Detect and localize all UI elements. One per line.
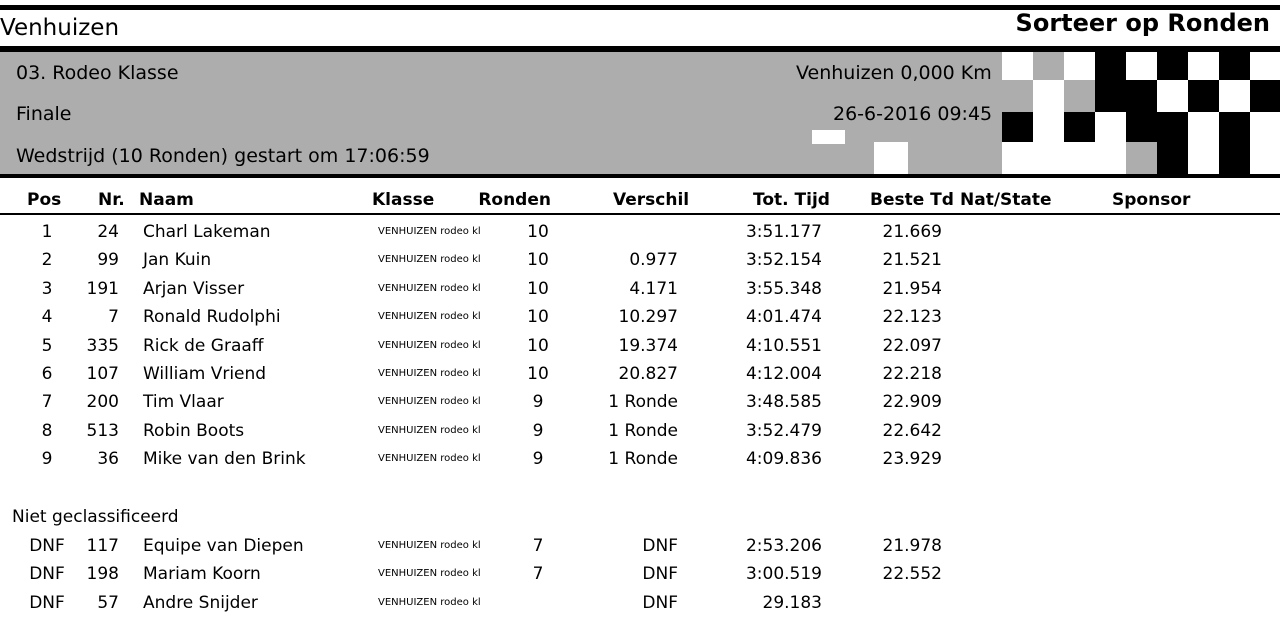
- stage-name: Finale: [16, 103, 72, 125]
- col-ronden: Ronden: [478, 190, 551, 210]
- cell-tot-tijd: 4:01.474: [745, 307, 822, 328]
- table-row: [0, 332, 1280, 360]
- cell-nr: 198: [86, 564, 119, 585]
- cell-nr: 200: [86, 392, 119, 413]
- table-row: [0, 532, 1280, 560]
- cell-naam: William Vriend: [143, 364, 267, 384]
- cell-tot-tijd: 3:48.585: [745, 392, 822, 413]
- cell-verschil: 10.297: [618, 307, 678, 328]
- cell-naam: Tim Vlaar: [143, 392, 224, 413]
- cell-beste-td: 22.123: [882, 307, 942, 328]
- cell-tot-tijd: 2:53.206: [745, 536, 822, 556]
- cell-pos: 5: [41, 335, 53, 356]
- cell-tot-tijd: 4:12.004: [745, 364, 822, 384]
- col-nat-state: Nat/State: [960, 190, 1052, 210]
- col-sponsor: Sponsor: [1112, 190, 1191, 210]
- table-row: [0, 360, 1280, 388]
- cell-nr: 24: [97, 222, 119, 242]
- cell-nr: 99: [97, 250, 119, 271]
- cell-pos: 3: [41, 278, 53, 299]
- cell-tot-tijd: 4:10.551: [745, 335, 822, 356]
- cell-nr: 107: [86, 364, 119, 384]
- cell-klasse: VENHUIZEN rodeo kl: [378, 339, 481, 351]
- cell-naam: Andre Snijder: [143, 592, 258, 613]
- cell-nr: 117: [86, 536, 119, 556]
- cell-ronden: 9: [532, 420, 544, 441]
- cell-pos: DNF: [29, 592, 65, 613]
- panel-rule: [0, 174, 1280, 178]
- cell-klasse: VENHUIZEN rodeo kl: [378, 311, 481, 323]
- cell-klasse: VENHUIZEN rodeo kl: [378, 396, 481, 408]
- col-pos: Pos: [27, 190, 62, 210]
- table-row: [0, 388, 1280, 416]
- table-row: [0, 589, 1280, 617]
- table-row: [0, 246, 1280, 274]
- cell-beste-td: 23.929: [882, 449, 942, 470]
- cell-nr: 57: [97, 592, 119, 613]
- cell-tot-tijd: 4:09.836: [745, 449, 822, 470]
- cell-naam: Mariam Koorn: [143, 564, 261, 585]
- cell-verschil: DNF: [642, 592, 678, 613]
- cell-naam: Robin Boots: [143, 420, 245, 441]
- cell-tot-tijd: 3:55.348: [745, 278, 822, 299]
- cell-naam: Ronald Rudolphi: [143, 307, 281, 328]
- cell-nr: 335: [86, 335, 119, 356]
- cell-naam: Jan Kuin: [143, 250, 212, 271]
- venue-title: Venhuizen: [0, 15, 120, 41]
- cell-klasse: VENHUIZEN rodeo kl: [378, 368, 481, 379]
- cell-pos: 7: [41, 392, 53, 413]
- cell-ronden: 10: [527, 222, 549, 242]
- cell-klasse: VENHUIZEN rodeo kl: [378, 282, 481, 294]
- cell-verschil: 0.977: [629, 250, 678, 271]
- cell-nr: 191: [86, 278, 119, 299]
- cell-ronden: 7: [532, 564, 544, 585]
- cell-klasse: VENHUIZEN rodeo kl: [378, 226, 481, 237]
- cell-beste-td: 22.642: [882, 420, 942, 441]
- cell-verschil: 19.374: [618, 335, 678, 356]
- table-row: [0, 560, 1280, 588]
- cell-verschil: DNF: [642, 564, 678, 585]
- col-verschil: Verschil: [613, 190, 690, 210]
- cell-beste-td: 21.669: [882, 222, 942, 242]
- sort-by-laps-link[interactable]: Sorteer op Ronden: [1015, 9, 1270, 37]
- cell-beste-td: 22.552: [882, 564, 942, 585]
- cell-pos: 9: [41, 449, 53, 470]
- cell-ronden: 10: [527, 335, 549, 356]
- table-row: [0, 417, 1280, 445]
- race-datetime: 26-6-2016 09:45: [833, 103, 993, 125]
- unclassified-label: Niet geclassificeerd: [12, 507, 179, 527]
- cell-klasse: VENHUIZEN rodeo kl: [378, 540, 481, 551]
- header-underline: [0, 213, 1280, 215]
- cell-pos: DNF: [29, 536, 65, 556]
- cell-beste-td: 21.978: [882, 536, 942, 556]
- cell-tot-tijd: 3:52.479: [745, 420, 822, 441]
- cell-tot-tijd: 3:52.154: [745, 250, 822, 271]
- cell-pos: 4: [41, 307, 53, 328]
- cell-ronden: 9: [532, 449, 544, 470]
- race-info-panel: [0, 52, 1280, 174]
- track-info: Venhuizen 0,000 Km: [796, 62, 992, 84]
- cell-ronden: 10: [527, 364, 549, 384]
- cell-verschil: 1 Ronde: [608, 449, 678, 470]
- col-ronden-clip: [478, 190, 555, 214]
- cell-pos: DNF: [29, 564, 65, 585]
- race-info: Wedstrijd (10 Ronden) gestart om 17:06:59: [16, 145, 430, 167]
- cell-klasse: VENHUIZEN rodeo kl: [378, 254, 481, 266]
- cell-naam: Rick de Graaff: [143, 335, 264, 356]
- cell-ronden: 9: [532, 392, 544, 413]
- cell-beste-td: 22.097: [882, 335, 942, 356]
- cell-pos: 6: [41, 364, 53, 384]
- cell-ronden: 10: [527, 278, 549, 299]
- table-row: [0, 445, 1280, 473]
- cell-nr: 7: [108, 307, 119, 328]
- cell-klasse: VENHUIZEN rodeo kl: [378, 453, 481, 465]
- col-tot-tijd: Tot. Tijd: [753, 190, 830, 210]
- cell-naam: Mike van den Brink: [143, 449, 306, 470]
- cell-ronden: 7: [532, 536, 544, 556]
- cell-klasse: VENHUIZEN rodeo kl: [378, 424, 481, 436]
- cell-klasse: VENHUIZEN rodeo kl: [378, 568, 481, 580]
- col-nr: Nr.: [98, 190, 125, 210]
- cell-klasse: VENHUIZEN rodeo kl: [378, 596, 481, 608]
- cell-verschil: 4.171: [629, 278, 678, 299]
- table-row: [0, 275, 1280, 303]
- col-naam: Naam: [139, 190, 194, 210]
- cell-tot-tijd: 3:00.519: [745, 564, 822, 585]
- cell-verschil: DNF: [642, 536, 678, 556]
- cell-verschil: 1 Ronde: [608, 420, 678, 441]
- cell-ronden: 10: [527, 307, 549, 328]
- cell-beste-td: 22.218: [882, 364, 942, 384]
- cell-verschil: 20.827: [618, 364, 678, 384]
- class-name: 03. Rodeo Klasse: [16, 62, 179, 84]
- cell-tot-tijd: 29.183: [762, 592, 822, 613]
- cell-naam: Equipe van Diepen: [143, 536, 304, 556]
- cell-naam: Arjan Visser: [143, 278, 245, 299]
- table-row: [0, 218, 1280, 246]
- cell-pos: 8: [41, 420, 53, 441]
- col-klasse: Klasse: [372, 190, 435, 210]
- cell-pos: 2: [41, 250, 53, 271]
- cell-pos: 1: [41, 222, 53, 242]
- cell-beste-td: 22.909: [882, 392, 942, 413]
- col-beste-td: Beste Td: [870, 190, 954, 210]
- cell-nr: 513: [86, 420, 119, 441]
- table-row: [0, 303, 1280, 331]
- cell-tot-tijd: 3:51.177: [745, 222, 822, 242]
- cell-ronden: 10: [527, 250, 549, 271]
- cell-beste-td: 21.954: [882, 278, 942, 299]
- cell-nr: 36: [97, 449, 119, 470]
- cell-beste-td: 21.521: [882, 250, 942, 271]
- cell-naam: Charl Lakeman: [143, 222, 271, 242]
- cell-verschil: 1 Ronde: [608, 392, 678, 413]
